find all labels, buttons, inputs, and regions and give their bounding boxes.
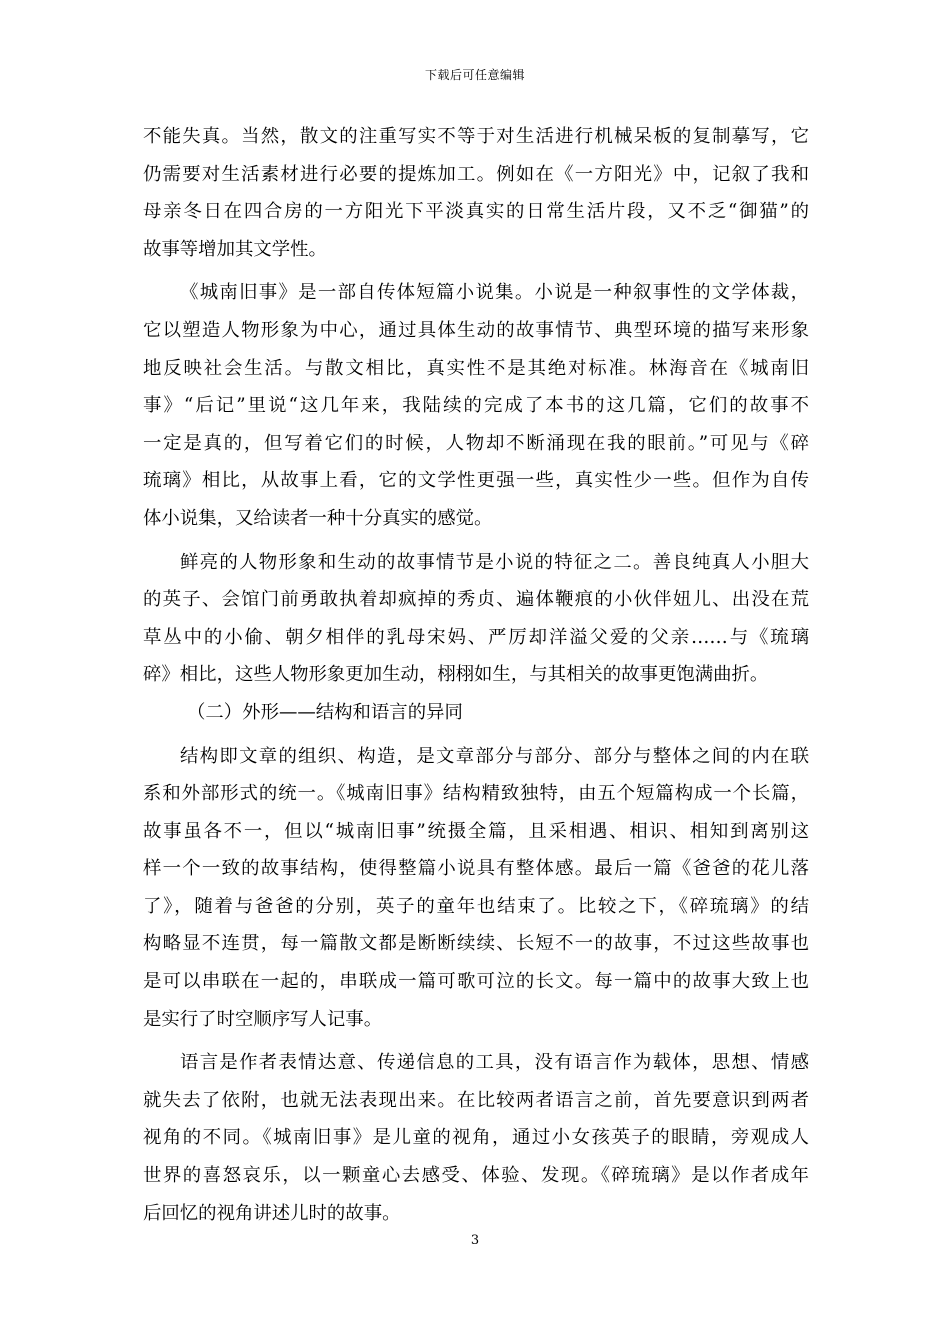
paragraph-line: 故事等增加其文学性。 bbox=[143, 238, 327, 260]
paragraph-3 bbox=[143, 544, 809, 694]
paragraph-line: 视角的不同。《城南旧事》是儿童的视角，通过小女孩英子的眼睛，旁观成人 bbox=[143, 1127, 809, 1149]
paragraph-line: 是可以串联在一起的，串联成一篇可歌可泣的长文。每一篇中的故事大致上也 bbox=[143, 971, 809, 993]
paragraph-line: 琉璃》相比，从故事上看，它的文学性更强一些，真实性少一些。但作为自传 bbox=[143, 470, 809, 492]
paragraph-line: 世界的喜怒哀乐，以一颗童心去感受、体验、发现。《碎琉璃》是以作者成年 bbox=[143, 1165, 809, 1187]
paragraph-line: 不能失真。当然，散文的注重写实不等于对生活进行机械呆板的复制摹写，它 bbox=[143, 126, 809, 147]
section-subheading: （二）外形——结构和语言的异同 bbox=[187, 701, 463, 723]
paragraph-line: 一定是真的，但写着它们的时候，人物却不断涌现在我的眼前。”可见与《碎 bbox=[143, 432, 809, 454]
paragraph-line: 故事虽各不一，但以“城南旧事”统摄全篇，且采相遇、相识、相知到离别这 bbox=[143, 820, 809, 842]
paragraph-line: 结构即文章的组织、构造，是文章部分与部分、部分与整体之间的内在联 bbox=[180, 745, 809, 767]
page-number: 3 bbox=[470, 1233, 480, 1248]
paragraph-line: 的英子、会馆门前勇敢执着却疯掉的秀贞、遍体鞭痕的小伙伴妞儿、出没在荒 bbox=[143, 589, 809, 611]
paragraph-line: 是实行了时空顺序写人记事。 bbox=[143, 1008, 383, 1030]
paragraph-line: 了》，随着与爸爸的分别，英子的童年也结束了。比较之下，《碎琉璃》的结 bbox=[143, 895, 809, 917]
paragraph-5 bbox=[143, 1044, 809, 1232]
paragraph-line: 后回忆的视角讲述儿时的故事。 bbox=[143, 1202, 401, 1224]
paragraph-line: 事》“后记”里说“这几年来，我陆续的完成了本书的这几篇，它们的故事不 bbox=[143, 395, 809, 417]
page-header: 下载后可任意编辑 bbox=[424, 68, 525, 82]
paragraph-line: 仍需要对生活素材进行必要的提炼加工。例如在《一方阳光》中，记叙了我和 bbox=[143, 163, 809, 185]
document-body bbox=[143, 118, 809, 1232]
paragraph-line: 母亲冬日在四合房的一方阳光下平淡真实的日常生活片段，又不乏“御猫”的 bbox=[143, 201, 809, 223]
paragraph-line: 它以塑造人物形象为中心，通过具体生动的故事情节、典型环境的描写来形象 bbox=[143, 319, 809, 341]
paragraph-line: 系和外部形式的统一。《城南旧事》结构精致独特，由五个短篇构成一个长篇， bbox=[143, 783, 809, 805]
paragraph-line: 样一个一致的故事结构，使得整篇小说具有整体感。最后一篇《爸爸的花儿落 bbox=[143, 858, 809, 880]
paragraph-line: 构略显不连贯，每一篇散文都是断断续续、长短不一的故事，不过这些故事也 bbox=[143, 933, 809, 955]
paragraph-1 bbox=[143, 118, 809, 268]
paragraph-line: 草丛中的小偷、朝夕相伴的乳母宋妈、严厉却洋溢父爱的父亲……与《琉璃 bbox=[143, 626, 809, 648]
paragraph-line: 就失去了依附，也就无法表现出来。在比较两者语言之前，首先要意识到两者 bbox=[143, 1089, 809, 1111]
paragraph-2 bbox=[143, 274, 809, 537]
paragraph-4 bbox=[143, 738, 809, 1039]
paragraph-line: 体小说集，又给读者一种十分真实的感觉。 bbox=[143, 507, 493, 529]
paragraph-line: 《城南旧事》是一部自传体短篇小说集。小说是一种叙事性的文学体裁， bbox=[180, 282, 809, 304]
paragraph-line: 碎》相比，这些人物形象更加生动，栩栩如生，与其相关的故事更饱满曲折。 bbox=[143, 664, 769, 686]
paragraph-line: 地反映社会生活。与散文相比，真实性不是其绝对标准。林海音在《城南旧 bbox=[143, 357, 809, 379]
paragraph-line: 语言是作者表情达意、传递信息的工具，没有语言作为载体，思想、情感 bbox=[180, 1052, 809, 1074]
paragraph-line: 鲜亮的人物形象和生动的故事情节是小说的特征之二。善良纯真人小胆大 bbox=[180, 551, 809, 573]
